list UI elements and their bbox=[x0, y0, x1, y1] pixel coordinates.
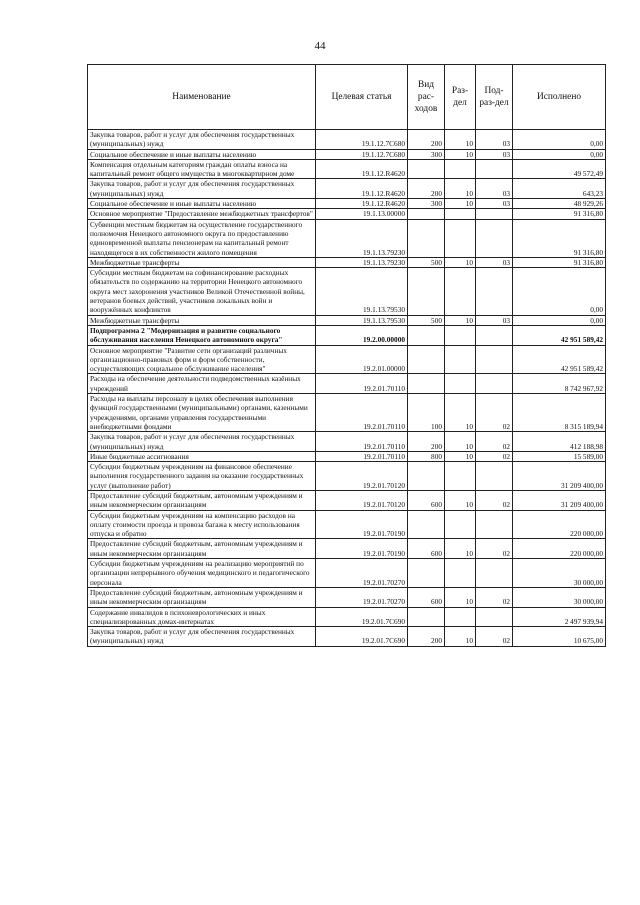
budget-execution-table bbox=[87, 64, 606, 647]
row-target-article-cell: 19.2.01.70120 bbox=[316, 462, 408, 491]
row-subsection-cell: 03 bbox=[476, 257, 513, 267]
row-executed-amount-cell: 220 000,00 bbox=[513, 510, 606, 539]
row-section-cell: 10 bbox=[445, 130, 476, 150]
row-name-cell: Межбюджетные трансферты bbox=[88, 257, 316, 267]
row-expense-type-cell: 600 bbox=[408, 539, 445, 559]
table-row bbox=[88, 219, 606, 257]
row-section-cell bbox=[445, 510, 476, 539]
row-executed-amount-cell: 8 315 189,94 bbox=[513, 394, 606, 432]
table-row bbox=[88, 510, 606, 539]
table-row bbox=[88, 462, 606, 491]
table-row bbox=[88, 149, 606, 159]
table-row bbox=[88, 627, 606, 647]
row-section-cell: 10 bbox=[445, 149, 476, 159]
row-section-cell bbox=[445, 559, 476, 588]
row-executed-amount-cell: 0,00 bbox=[513, 315, 606, 325]
table-row bbox=[88, 130, 606, 150]
row-executed-amount-cell: 8 742 967,92 bbox=[513, 374, 606, 394]
row-name-cell: Социальное обеспечение и иные выплаты населению bbox=[88, 149, 316, 159]
row-target-article-cell: 19.2.01.7С690 bbox=[316, 607, 408, 627]
table-row bbox=[88, 345, 606, 374]
row-executed-amount-cell: 10 675,00 bbox=[513, 627, 606, 647]
table-row bbox=[88, 374, 606, 394]
row-target-article-cell: 19.1.13.79530 bbox=[316, 268, 408, 315]
row-expense-type-cell: 200 bbox=[408, 130, 445, 150]
row-section-cell: 10 bbox=[445, 394, 476, 432]
row-section-cell: 10 bbox=[445, 539, 476, 559]
row-expense-type-cell: 500 bbox=[408, 315, 445, 325]
row-name-cell: Иные бюджетные ассигнования bbox=[88, 451, 316, 461]
row-executed-amount-cell: 0,00 bbox=[513, 149, 606, 159]
row-expense-type-cell: 600 bbox=[408, 490, 445, 510]
row-expense-type-cell bbox=[408, 374, 445, 394]
row-subsection-cell: 03 bbox=[476, 149, 513, 159]
row-executed-amount-cell: 42 951 589,42 bbox=[513, 325, 606, 345]
row-name-cell: Компенсация отдельным категориям граждан оплаты взноса на капитальный ремонт общего имущества в многоквартирном доме bbox=[88, 159, 316, 179]
row-name-cell: Подпрограмма 2 "Модернизация и развитие социального обслуживания населения Ненецкого автономного округа" bbox=[88, 325, 316, 345]
row-name-cell: Закупка товаров, работ и услуг для обеспечения государственных (муниципальных) нужд bbox=[88, 130, 316, 150]
row-executed-amount-cell: 42 951 589,42 bbox=[513, 345, 606, 374]
row-target-article-cell: 19.2.01.70190 bbox=[316, 539, 408, 559]
row-expense-type-cell: 500 bbox=[408, 257, 445, 267]
row-section-cell bbox=[445, 219, 476, 257]
row-section-cell bbox=[445, 462, 476, 491]
row-section-cell: 10 bbox=[445, 179, 476, 199]
row-target-article-cell: 19.1.12.7С680 bbox=[316, 130, 408, 150]
header-target-article: Целевая статья bbox=[316, 65, 408, 130]
row-section-cell: 10 bbox=[445, 490, 476, 510]
row-target-article-cell: 19.1.13.00000 bbox=[316, 209, 408, 219]
table-row bbox=[88, 559, 606, 588]
row-subsection-cell: 03 bbox=[476, 199, 513, 209]
row-expense-type-cell: 100 bbox=[408, 394, 445, 432]
row-name-cell: Субсидии бюджетным учреждениям на реализацию мероприятий по организации непрерывного обучения медицинского и педагогического персонала bbox=[88, 559, 316, 588]
row-subsection-cell: 02 bbox=[476, 587, 513, 607]
table-row bbox=[88, 451, 606, 461]
page-number: 44 bbox=[314, 40, 326, 52]
row-section-cell: 10 bbox=[445, 257, 476, 267]
row-section-cell: 10 bbox=[445, 315, 476, 325]
row-section-cell bbox=[445, 607, 476, 627]
row-executed-amount-cell: 31 209 400,00 bbox=[513, 490, 606, 510]
row-executed-amount-cell: 91 316,80 bbox=[513, 219, 606, 257]
row-executed-amount-cell: 49 572,49 bbox=[513, 159, 606, 179]
table-row bbox=[88, 179, 606, 199]
row-executed-amount-cell: 48 929,26 bbox=[513, 199, 606, 209]
row-section-cell bbox=[445, 345, 476, 374]
row-executed-amount-cell: 643,23 bbox=[513, 179, 606, 199]
row-subsection-cell bbox=[476, 559, 513, 588]
row-expense-type-cell bbox=[408, 219, 445, 257]
row-executed-amount-cell: 220 000,00 bbox=[513, 539, 606, 559]
row-name-cell: Межбюджетные трансферты bbox=[88, 315, 316, 325]
row-expense-type-cell bbox=[408, 209, 445, 219]
row-subsection-cell bbox=[476, 268, 513, 315]
row-executed-amount-cell: 91 316,80 bbox=[513, 209, 606, 219]
row-section-cell bbox=[445, 159, 476, 179]
row-name-cell: Предоставление субсидий бюджетным, автономным учреждениям и иным некоммерческим организациям bbox=[88, 490, 316, 510]
table-row bbox=[88, 209, 606, 219]
row-target-article-cell: 19.2.01.70110 bbox=[316, 451, 408, 461]
row-subsection-cell: 02 bbox=[476, 451, 513, 461]
row-subsection-cell: 02 bbox=[476, 490, 513, 510]
row-name-cell: Закупка товаров, работ и услуг для обеспечения государственных (муниципальных) нужд bbox=[88, 179, 316, 199]
row-expense-type-cell: 300 bbox=[408, 199, 445, 209]
row-expense-type-cell: 200 bbox=[408, 432, 445, 452]
row-name-cell: Закупка товаров, работ и услуг для обеспечения государственных (муниципальных) нужд bbox=[88, 432, 316, 452]
header-executed: Исполнено bbox=[513, 65, 606, 130]
header-section: Раз-дел bbox=[445, 65, 476, 130]
row-expense-type-cell: 200 bbox=[408, 179, 445, 199]
table-row bbox=[88, 539, 606, 559]
row-expense-type-cell bbox=[408, 345, 445, 374]
table-row bbox=[88, 268, 606, 315]
row-section-cell: 10 bbox=[445, 432, 476, 452]
row-name-cell: Субсидии местным бюджетам на софинансирование расходных обязательств по содержанию на территории Ненецкого автономного округа мест захоронения участников Великой Отечественной войны, ветеранов боевых действий, участников локальных войн и вооружённых конфликтов bbox=[88, 268, 316, 315]
table-row bbox=[88, 607, 606, 627]
row-executed-amount-cell: 0,00 bbox=[513, 268, 606, 315]
row-subsection-cell bbox=[476, 462, 513, 491]
row-executed-amount-cell: 31 209 400,00 bbox=[513, 462, 606, 491]
row-expense-type-cell: 300 bbox=[408, 149, 445, 159]
row-executed-amount-cell: 412 188,98 bbox=[513, 432, 606, 452]
row-name-cell: Расходы на выплаты персоналу в целях обеспечения выполнения функций государственными (муниципальными) органами, казенными учреждениями, органами управления государственными внебюджетными фондами bbox=[88, 394, 316, 432]
row-target-article-cell: 19.1.13.79530 bbox=[316, 315, 408, 325]
row-subsection-cell bbox=[476, 219, 513, 257]
row-name-cell: Предоставление субсидий бюджетным, автономным учреждениям и иным некоммерческим организациям bbox=[88, 539, 316, 559]
row-section-cell bbox=[445, 374, 476, 394]
row-target-article-cell: 19.2.01.7С690 bbox=[316, 627, 408, 647]
row-subsection-cell bbox=[476, 345, 513, 374]
row-expense-type-cell bbox=[408, 559, 445, 588]
row-target-article-cell: 19.2.01.70270 bbox=[316, 587, 408, 607]
row-target-article-cell: 19.1.12.7С680 bbox=[316, 149, 408, 159]
row-expense-type-cell: 600 bbox=[408, 587, 445, 607]
row-expense-type-cell bbox=[408, 159, 445, 179]
row-subsection-cell bbox=[476, 374, 513, 394]
row-section-cell: 10 bbox=[445, 627, 476, 647]
row-target-article-cell: 19.2.00.00000 bbox=[316, 325, 408, 345]
row-target-article-cell: 19.2.01.70110 bbox=[316, 374, 408, 394]
row-executed-amount-cell: 30 000,00 bbox=[513, 587, 606, 607]
row-section-cell: 10 bbox=[445, 587, 476, 607]
row-target-article-cell: 19.2.01.00000 bbox=[316, 345, 408, 374]
row-expense-type-cell bbox=[408, 607, 445, 627]
row-subsection-cell: 03 bbox=[476, 130, 513, 150]
row-expense-type-cell: 200 bbox=[408, 627, 445, 647]
row-name-cell: Основное мероприятие "Предоставление межбюджетных трансфертов" bbox=[88, 209, 316, 219]
row-target-article-cell: 19.1.12.R4620 bbox=[316, 179, 408, 199]
row-executed-amount-cell: 0,00 bbox=[513, 130, 606, 150]
row-target-article-cell: 19.2.01.70190 bbox=[316, 510, 408, 539]
row-subsection-cell bbox=[476, 209, 513, 219]
row-expense-type-cell bbox=[408, 325, 445, 345]
table-row bbox=[88, 394, 606, 432]
row-subsection-cell: 02 bbox=[476, 539, 513, 559]
table-row bbox=[88, 587, 606, 607]
table-body bbox=[88, 130, 606, 647]
row-target-article-cell: 19.1.13.79230 bbox=[316, 257, 408, 267]
header-expense-type: Вид рас-ходов bbox=[408, 65, 445, 130]
row-expense-type-cell bbox=[408, 268, 445, 315]
row-subsection-cell bbox=[476, 159, 513, 179]
row-subsection-cell: 02 bbox=[476, 627, 513, 647]
row-expense-type-cell: 800 bbox=[408, 451, 445, 461]
row-name-cell: Субсидии бюджетным учреждениям на финансовое обеспечение выполнения государственного задания на оказание государственных услуг (выполнение работ) bbox=[88, 462, 316, 491]
row-subsection-cell bbox=[476, 510, 513, 539]
row-executed-amount-cell: 91 316,80 bbox=[513, 257, 606, 267]
row-name-cell: Субвенции местным бюджетам на осуществление государственного полномочия Ненецкого автономного округа по предоставлению единовременной выплаты пенсионерам на капитальный ремонт находящегося в их собственности жилого помещения bbox=[88, 219, 316, 257]
row-target-article-cell: 19.1.12.R4620 bbox=[316, 199, 408, 209]
row-expense-type-cell bbox=[408, 510, 445, 539]
table-row bbox=[88, 257, 606, 267]
table-row bbox=[88, 199, 606, 209]
row-target-article-cell: 19.1.13.79230 bbox=[316, 219, 408, 257]
row-target-article-cell: 19.2.01.70270 bbox=[316, 559, 408, 588]
row-executed-amount-cell: 30 000,00 bbox=[513, 559, 606, 588]
row-section-cell: 10 bbox=[445, 199, 476, 209]
row-executed-amount-cell: 2 497 939,94 bbox=[513, 607, 606, 627]
row-expense-type-cell bbox=[408, 462, 445, 491]
row-name-cell: Закупка товаров, работ и услуг для обеспечения государственных (муниципальных) нужд bbox=[88, 627, 316, 647]
table-row bbox=[88, 325, 606, 345]
table-row bbox=[88, 490, 606, 510]
row-name-cell: Предоставление субсидий бюджетным, автономным учреждениям и иным некоммерческим организациям bbox=[88, 587, 316, 607]
row-name-cell: Содержание инвалидов в психоневрологических и иных специализированных домах-интернатах bbox=[88, 607, 316, 627]
row-target-article-cell: 19.2.01.70120 bbox=[316, 490, 408, 510]
row-name-cell: Субсидии бюджетным учреждениям на компенсацию расходов на оплату стоимости проезда и провоза багажа к месту использования отпуска и обратно bbox=[88, 510, 316, 539]
row-subsection-cell: 03 bbox=[476, 179, 513, 199]
row-section-cell bbox=[445, 268, 476, 315]
row-subsection-cell: 02 bbox=[476, 394, 513, 432]
row-target-article-cell: 19.2.01.70110 bbox=[316, 394, 408, 432]
row-target-article-cell: 19.2.01.70110 bbox=[316, 432, 408, 452]
header-name: Наименование bbox=[88, 65, 316, 130]
table-row bbox=[88, 315, 606, 325]
row-subsection-cell bbox=[476, 325, 513, 345]
row-target-article-cell: 19.1.12.R4620 bbox=[316, 159, 408, 179]
table-header-row bbox=[88, 65, 606, 130]
row-subsection-cell: 03 bbox=[476, 315, 513, 325]
row-subsection-cell bbox=[476, 607, 513, 627]
row-name-cell: Социальное обеспечение и иные выплаты населению bbox=[88, 199, 316, 209]
row-name-cell: Основное мероприятие "Развитие сети организаций различных организационно-правовых форм и форм собственности, осуществляющих социальное обслуживание населения" bbox=[88, 345, 316, 374]
header-subsection: Под-раз-дел bbox=[476, 65, 513, 130]
row-section-cell bbox=[445, 209, 476, 219]
table-row bbox=[88, 159, 606, 179]
row-subsection-cell: 02 bbox=[476, 432, 513, 452]
row-name-cell: Расходы на обеспечение деятельности подведомственных казённых учреждений bbox=[88, 374, 316, 394]
row-section-cell: 10 bbox=[445, 451, 476, 461]
row-executed-amount-cell: 15 589,00 bbox=[513, 451, 606, 461]
table-row bbox=[88, 432, 606, 452]
row-section-cell bbox=[445, 325, 476, 345]
